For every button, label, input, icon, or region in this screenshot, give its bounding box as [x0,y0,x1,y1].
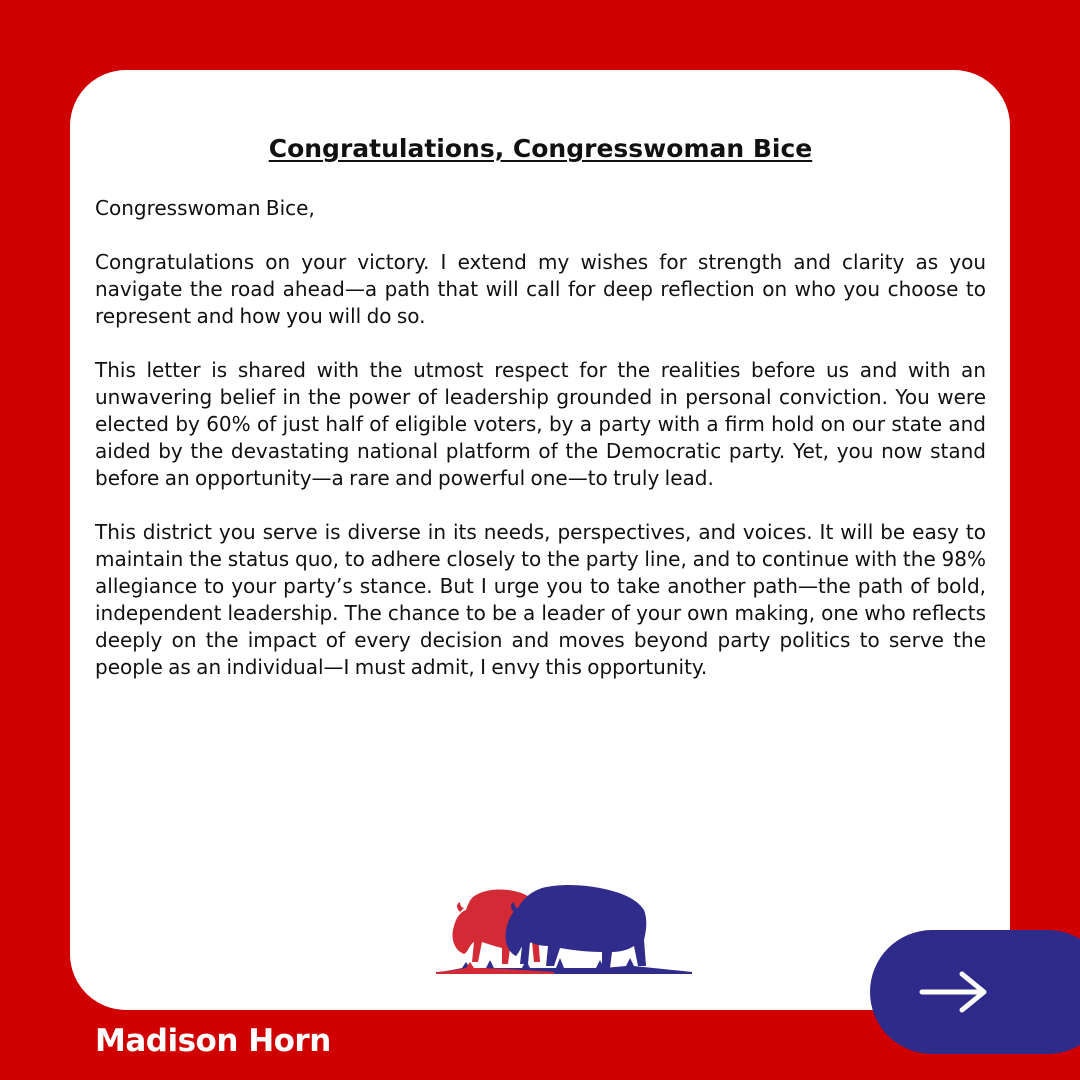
letter-paragraph: This letter is shared with the utmost respect for the realities before us and with an unwavering belief in the power of leadership grounded in personal conviction. You were elected by 60% of just half of eligible voters, by a party with a firm hold on our state and aided by the devastating national platform of the Democratic party. Yet, you now stand before an opportunity—a rare and powerful one—to truly lead. [95,358,986,490]
letter-card [70,70,1010,1010]
letter-greeting: Congresswoman Bice, [95,196,315,220]
author-name: Madison Horn [95,1023,331,1059]
letter-paragraph: This district you serve is diverse in its needs, perspectives, and voices. It will be easy to maintain the status quo, to adhere closely to the party line, and to continue with the 98% allegiance to your party’s stance. But I urge you to take another path—the path of bold, independent leadership. The chance to be a leader of your own making, one who reflects deeply on the impact of every decision and moves beyond party politics to serve the people as an individual—I must admit, I envy this opportunity. [95,520,986,679]
next-arrow-button[interactable] [870,930,1080,1054]
letter-title: Congratulations, Congresswoman Bice [268,134,813,163]
blue-bison-icon [505,885,646,968]
letter-paragraph: Congratulations on your victory. I extend my wishes for strength and clarity as you navigate the road ahead—a path that will call for deep reflection on who you choose to represent and how you will do so. [95,250,986,328]
two-bison-logo-icon [434,882,694,978]
arrow-right-icon [918,970,990,1014]
letter-body [95,132,986,708]
